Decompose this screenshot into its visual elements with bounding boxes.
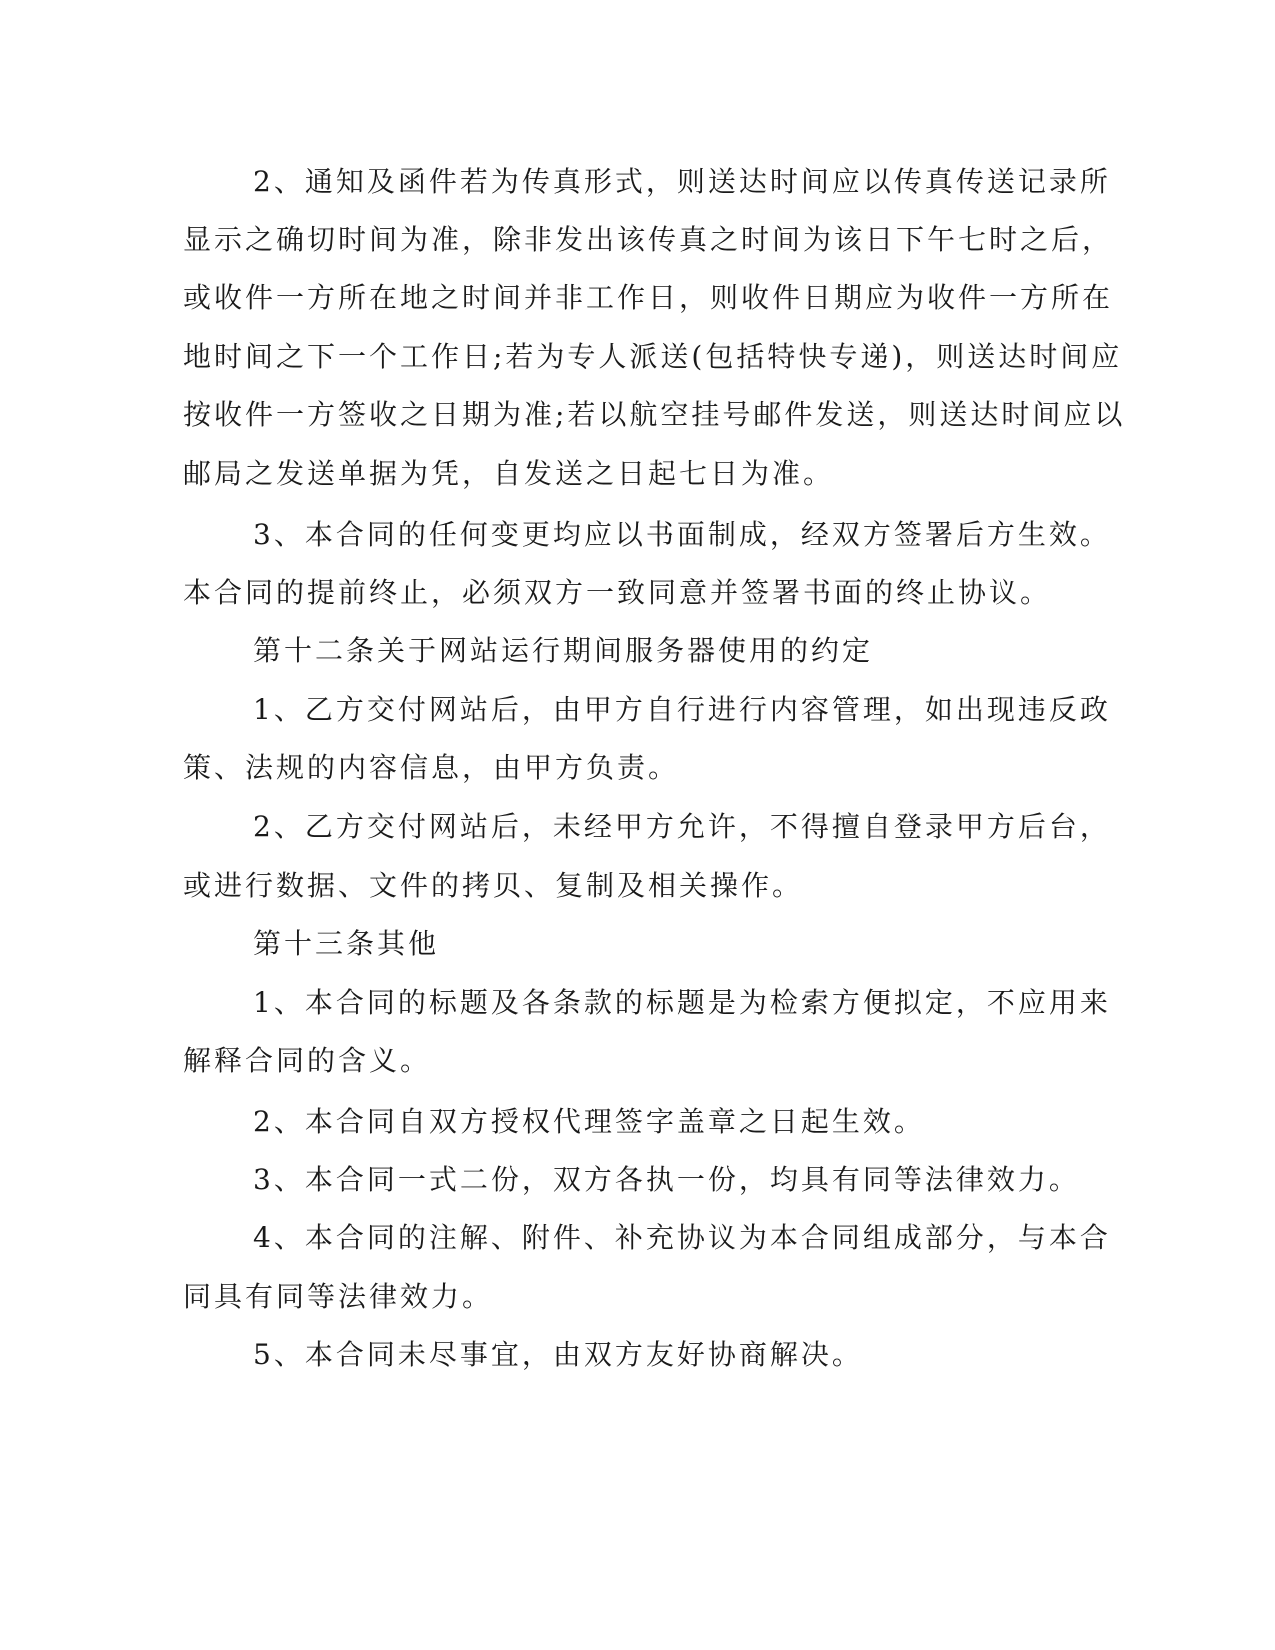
text-line: 同具有同等法律效力。 xyxy=(183,1280,494,1313)
text-line: 3、本合同一式二份，双方各执一份，均具有同等法律效力。 xyxy=(253,1163,1080,1196)
article-heading: 第十二条关于网站运行期间服务器使用的约定 xyxy=(253,634,874,667)
text-line: 或收件一方所在地之时间并非工作日，则收件日期应为收件一方所在 xyxy=(183,281,1114,314)
text-line: 地时间之下一个工作日;若为专人派送(包括特快专递)，则送达时间应 xyxy=(183,340,1123,373)
text-line: 2、乙方交付网站后，未经甲方允许，不得擅自登录甲方后台， xyxy=(253,810,1111,843)
text-line: 本合同的提前终止，必须双方一致同意并签署书面的终止协议。 xyxy=(183,576,1052,609)
text-line: 显示之确切时间为准，除非发出该传真之时间为该日下午七时之后， xyxy=(183,223,1114,256)
article-heading: 第十三条其他 xyxy=(253,927,440,960)
text-line: 2、本合同自双方授权代理签字盖章之日起生效。 xyxy=(253,1105,925,1138)
text-line: 2、通知及函件若为传真形式，则送达时间应以传真传送记录所 xyxy=(253,165,1111,198)
text-line: 邮局之发送单据为凭，自发送之日起七日为准。 xyxy=(183,457,835,490)
text-line: 策、法规的内容信息，由甲方负责。 xyxy=(183,751,680,784)
text-line: 按收件一方签收之日期为准;若以航空挂号邮件发送，则送达时间应以 xyxy=(183,398,1126,431)
text-line: 或进行数据、文件的拷贝、复制及相关操作。 xyxy=(183,869,804,902)
text-line: 4、本合同的注解、附件、补充协议为本合同组成部分，与本合 xyxy=(253,1221,1111,1254)
text-line: 解释合同的含义。 xyxy=(183,1044,432,1077)
text-line: 1、乙方交付网站后，由甲方自行进行内容管理，如出现违反政 xyxy=(253,693,1111,726)
text-line: 5、本合同未尽事宜，由双方友好协商解决。 xyxy=(253,1338,863,1371)
text-line: 3、本合同的任何变更均应以书面制成，经双方签署后方生效。 xyxy=(253,518,1111,551)
text-line: 1、本合同的标题及各条款的标题是为检索方便拟定，不应用来 xyxy=(253,986,1111,1019)
